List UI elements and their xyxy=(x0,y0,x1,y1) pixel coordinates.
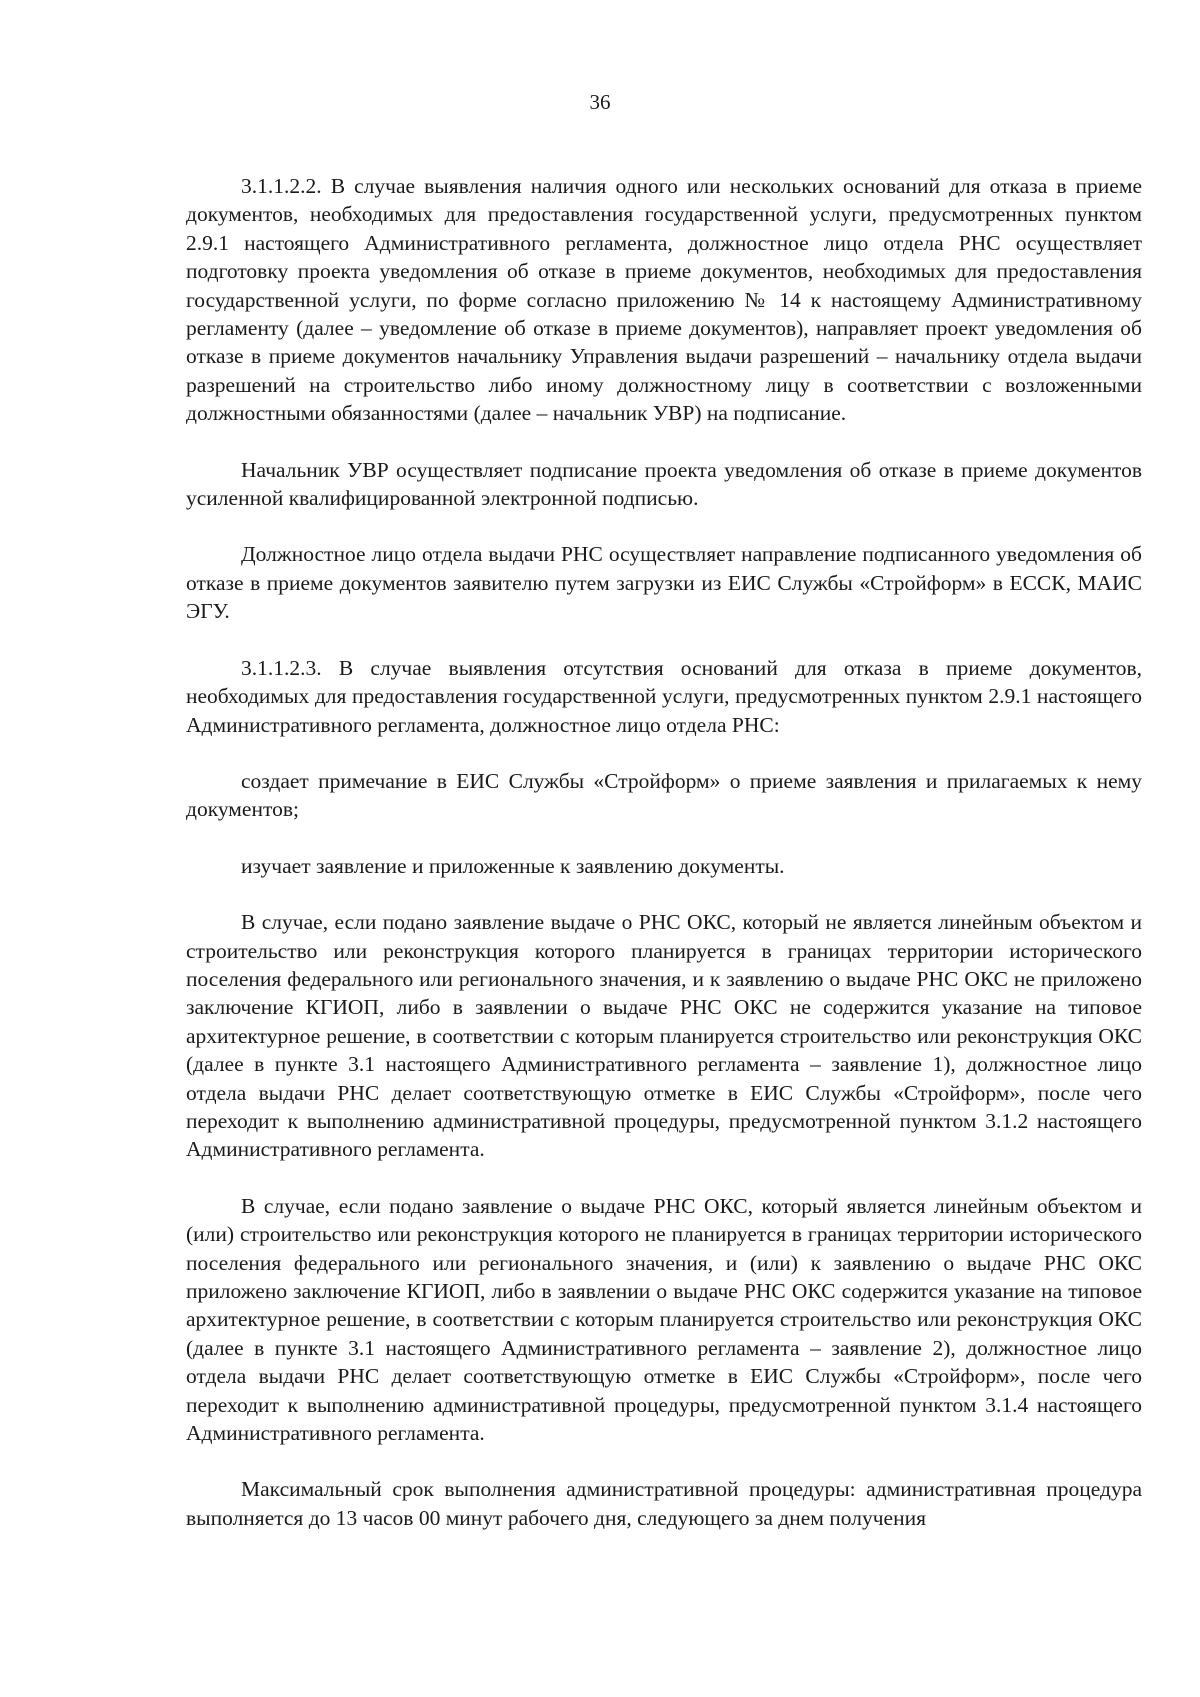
paragraph-creates-note: создает примечание в ЕИС Службы «Стройформ» о приеме заявления и прилагаемых к нему документов; xyxy=(186,768,1142,822)
paragraph-uvr-signing: Начальник УВР осуществляет подписание проекта уведомления об отказе в приеме документов усиленной квалифицированной электронной подписью. xyxy=(186,457,1142,511)
paragraph-application-1: В случае, если подано заявление выдаче о РНС ОКС, который не является линейным объектом и строительство или реконструкция которого планируется в границах территории исторического поселения федерального или регионального значения, и к заявлению о выдаче РНС ОКС не приложено заключение КГИОП, либо в заявлении о выдаче РНС ОКС не содержится указание на типовое архитектурное решение, в соответствии с которым планируется строительство или реконструкция ОКС (далее в пункте 3.1 настоящего Административного регламента – заявление 1), должностное лицо отдела выдачи РНС делает соответствующую отметке в ЕИС Службы «Стройформ», после чего переходит к выполнению административной процедуры, предусмотренной пунктом 3.1.2 настоящего Административного регламента. xyxy=(186,910,1142,1162)
paragraph-studies-application: изучает заявление и приложенные к заявлению документы. xyxy=(241,853,785,878)
paragraph-3-1-1-2-2: 3.1.1.2.2. В случае выявления наличия одного или нескольких оснований для отказа в приеме документов, необходимых для предоставления государственной услуги, предусмотренных пунктом 2.9.1 настоящего Административного регламента, должностное лицо отдела РНС осуществляет подготовку проекта уведомления об отказе в приеме документов, необходимых для предоставления государственной услуги, по форме согласно приложению № 14 к настоящему Административному регламенту (далее – уведомление об отказе в приеме документов), направляет проект уведомления об отказе в приеме документов начальнику Управления выдачи разрешений – начальнику отдела выдачи разрешений на строительство либо иному должностному лицу в соответствии с возложенными должностными обязанностями (далее – начальник УВР) на подписание. xyxy=(186,174,1142,426)
paragraph-3-1-1-2-3: 3.1.1.2.3. В случае выявления отсутствия оснований для отказа в приеме документов, необходимых для предоставления государственной услуги, предусмотренных пунктом 2.9.1 настоящего Административного регламента, должностное лицо отдела РНС: xyxy=(186,655,1142,737)
paragraph-max-term: Максимальный срок выполнения административной процедуры: административная процедура выполняется до 13 часов 00 минут рабочего дня, следующего за днем получения xyxy=(186,1477,1142,1530)
page-number: 36 xyxy=(589,90,611,114)
document-body xyxy=(186,172,1142,1532)
paragraph-application-2: В случае, если подано заявление о выдаче РНС ОКС, который является линейным объектом и (или) строительство или реконструкция которого не планируется в границах территории исторического поселения федерального или регионального значения, и (или) к заявлению о выдаче РНС ОКС приложено заключение КГИОП, либо в заявлении о выдаче РНС ОКС содержится указание на типовое архитектурное решение, в соответствии с которым планируется строительство или реконструкция ОКС (далее в пункте 3.1 настоящего Административного регламента – заявление 2), должностное лицо отдела выдачи РНС делает соответствующую отметке в ЕИС Службы «Стройформ», после чего переходит к выполнению административной процедуры, предусмотренной пунктом 3.1.4 настоящего Административного регламента. xyxy=(186,1193,1142,1446)
paragraph-sending-notice: Должностное лицо отдела выдачи РНС осуществляет направление подписанного уведомления об отказе в приеме документов заявителю путем загрузки из ЕИС Службы «Стройформ» в ЕССК, МАИС ЭГУ. xyxy=(186,542,1142,624)
